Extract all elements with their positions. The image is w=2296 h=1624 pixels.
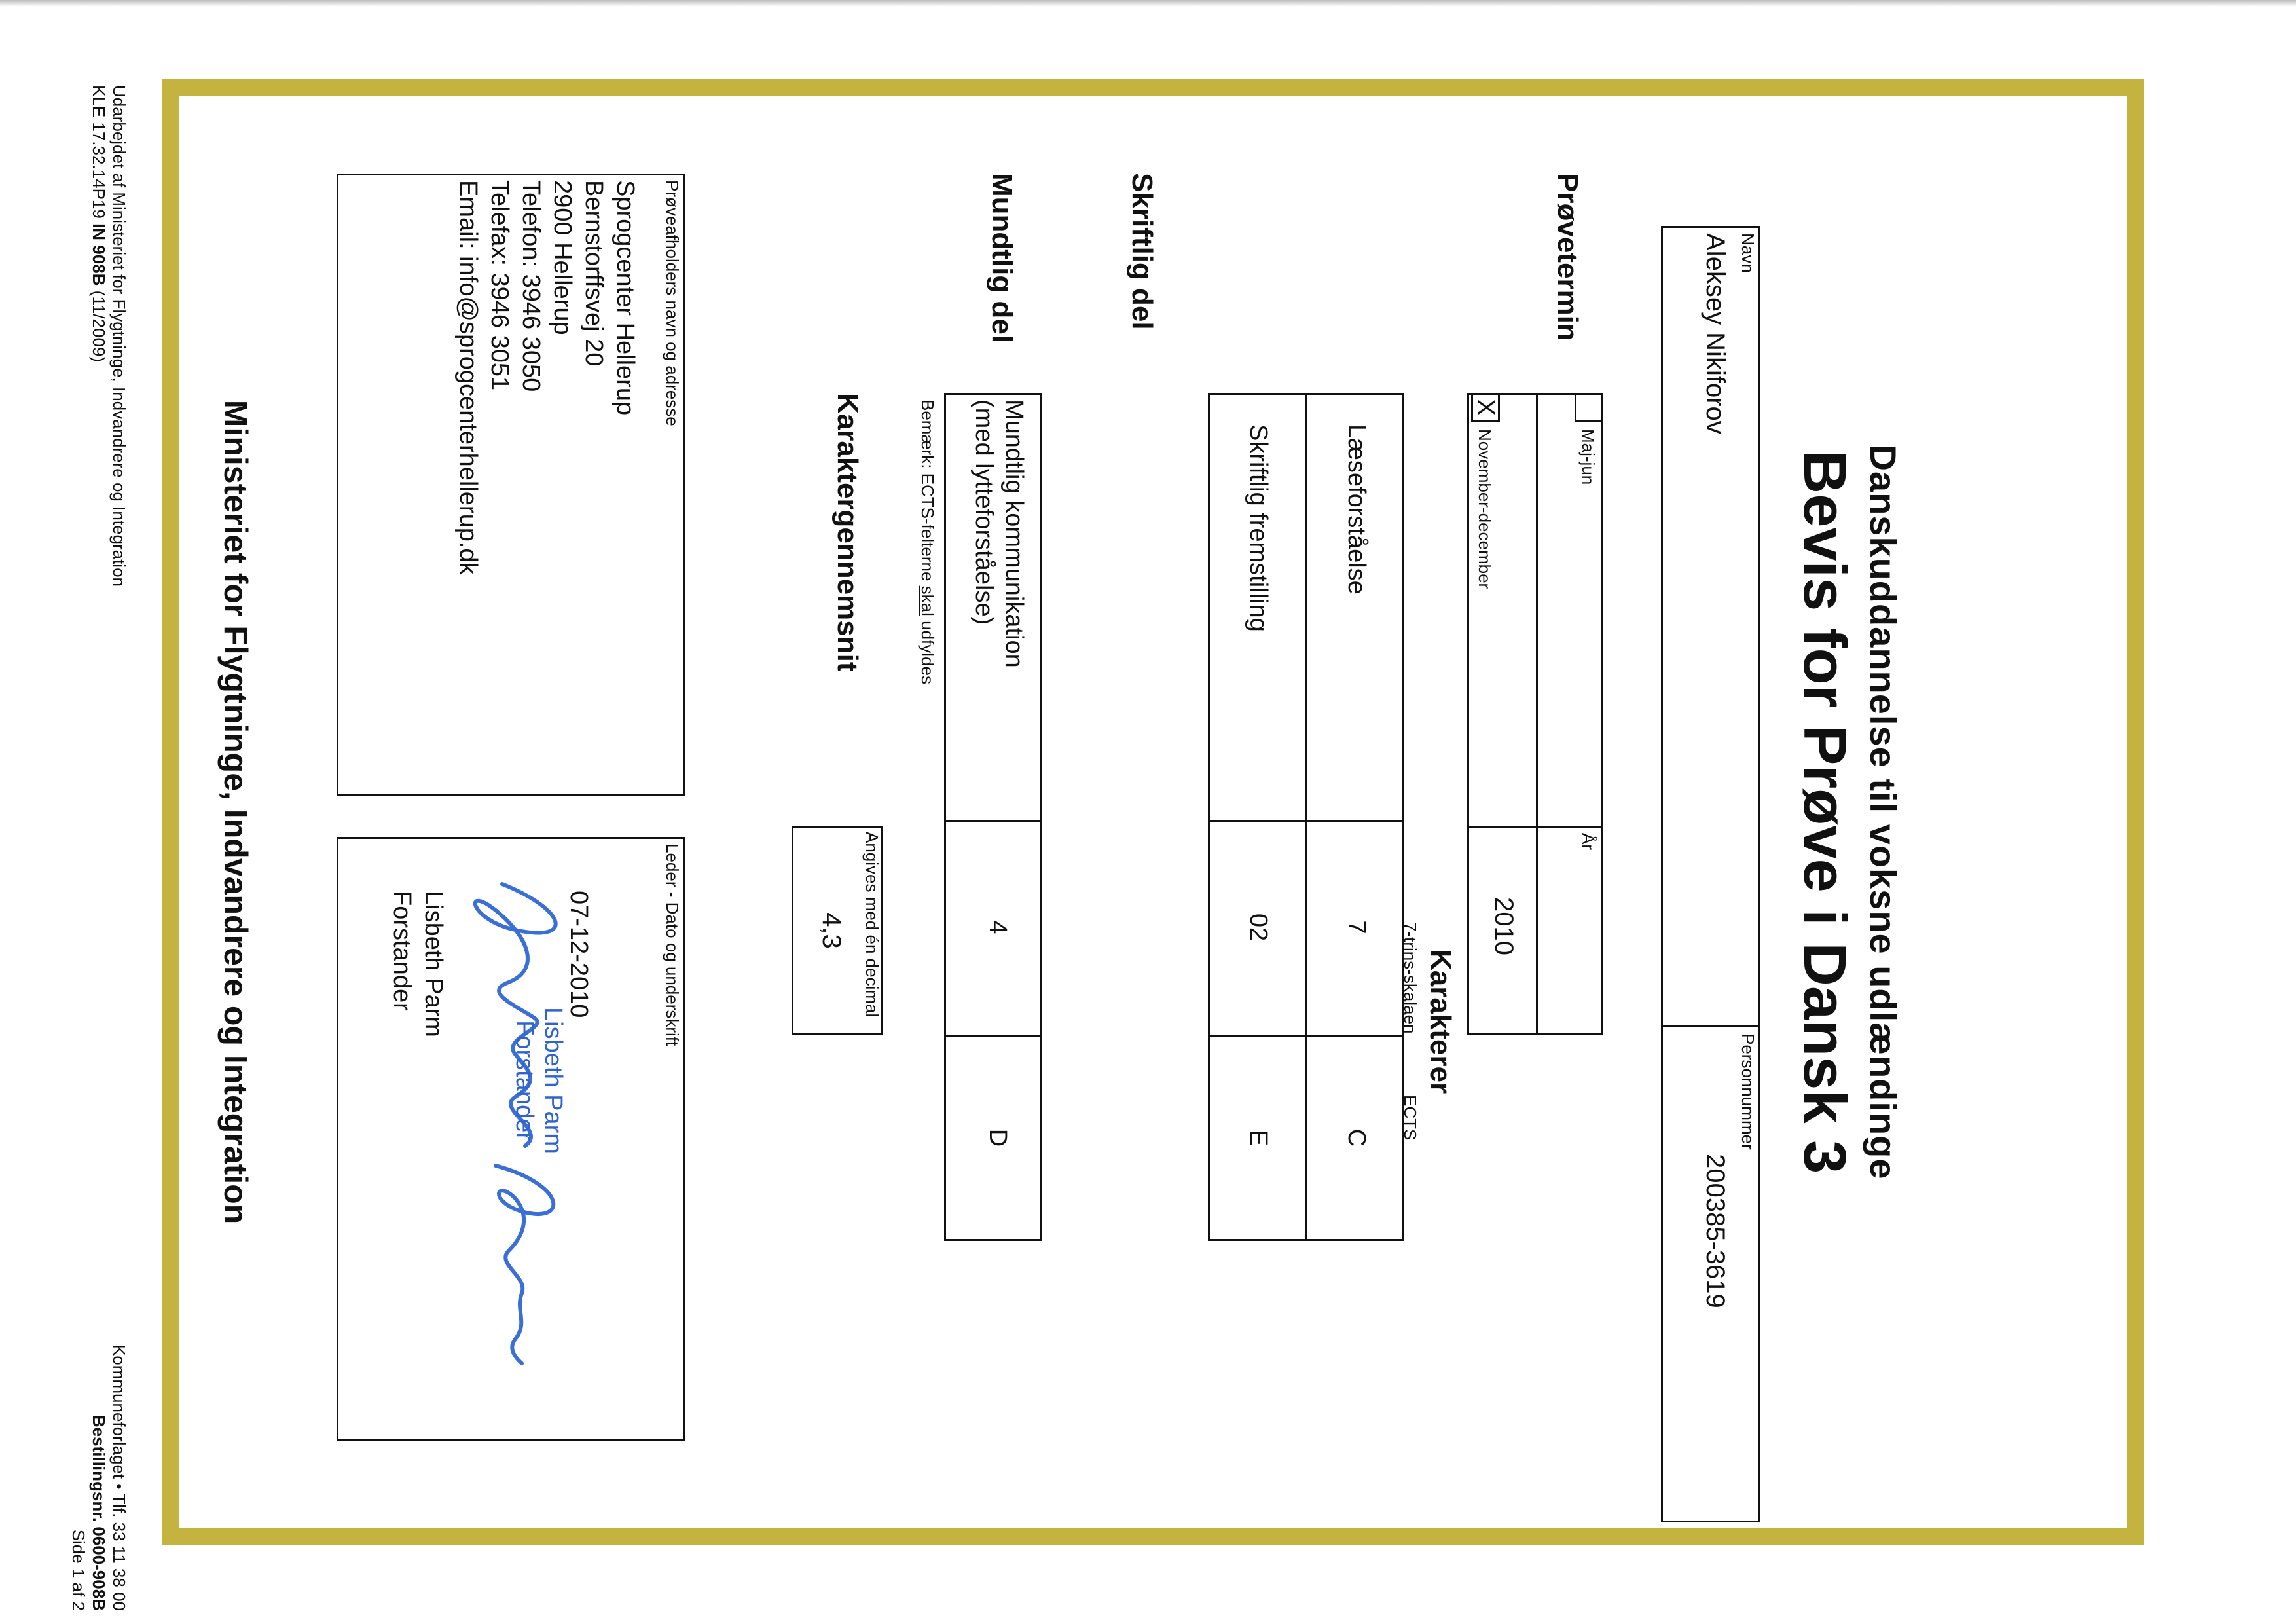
checkbox-maj-jun[interactable] — [1575, 393, 1603, 422]
term-label: Prøvetermin — [1552, 173, 1584, 341]
written-col-divider-1 — [1208, 820, 1404, 822]
provider-line: Sprogcenter Hellerup — [611, 180, 639, 416]
written-row-2-ects: E — [1245, 1129, 1272, 1147]
grades-scale-label: 7-trins-skalaen — [1400, 922, 1420, 1034]
certificate-subtitle: Danskuddannelse til voksne udlændinge — [1863, 444, 1904, 1180]
stamp-title: Forstander — [511, 1020, 538, 1141]
cpr-value: 200385-3619 — [1701, 1154, 1730, 1308]
footer-right-line1: Kommuneforlaget • Tlf. 33 11 38 00 — [109, 1344, 129, 1611]
written-row-1-name: Læseforståelse — [1343, 424, 1370, 595]
oral-row-grade: 4 — [984, 920, 1011, 934]
provider-line: 2900 Hellerup — [549, 180, 576, 335]
year-value: 2010 — [1489, 897, 1518, 955]
cpr-label: Personnummer — [1738, 1033, 1758, 1150]
provider-line: Telefon: 3946 3050 — [517, 180, 545, 392]
provider-label: Prøveafholders navn og adresse — [663, 180, 682, 426]
signer-title: Forstander — [388, 891, 416, 1011]
name-label: Navn — [1738, 233, 1758, 273]
oral-row-ects: D — [984, 1128, 1011, 1147]
ects-note: Bemærk: ECTS-felterne skal udfyldes — [918, 399, 938, 684]
written-row-2-name: Skriftlig fremstilling — [1245, 424, 1272, 632]
written-section-label: Skriftlig del — [1126, 173, 1158, 330]
grades-ects-label: ECTS — [1400, 1095, 1420, 1141]
average-label: Karaktergennemsnit — [831, 393, 864, 672]
signature-label: Leder - Dato og underskrift — [663, 843, 682, 1046]
term-box-row-divider — [1536, 393, 1538, 1035]
term-option-maj-jun: Maj-jun — [1578, 429, 1598, 485]
footer-right-line3: Side 1 af 2 — [69, 1529, 88, 1611]
signature-date: 07-12-2010 — [565, 891, 592, 1018]
average-value: 4,3 — [817, 912, 846, 949]
written-row-2-grade: 02 — [1245, 913, 1272, 942]
grades-title: Karakterer — [1425, 950, 1457, 1094]
provider-line: Email: info@sprogcenterhellerup.dk — [454, 180, 482, 575]
average-hint: Angives med én decimal — [862, 832, 882, 1018]
ministry-name: Ministeriet for Flygtninge, Indvandrere og Integration — [217, 399, 254, 1225]
term-option-november-december: November-december — [1475, 429, 1495, 589]
certificate-title: Bevis for Prøve i Dansk 3 — [1791, 450, 1858, 1174]
term-box-year-divider — [1467, 826, 1603, 828]
footer-right — [68, 956, 129, 1611]
footer-left-line2: KLE 17.32.14P19 IN 908B (11/2009) — [89, 85, 109, 363]
oral-row-name-line1: Mundtlig kommunikation — [1000, 399, 1028, 668]
footer-left — [88, 85, 129, 587]
name-value: Aleksey Nikiforov — [1701, 233, 1730, 434]
oral-row-name-line2: (med lytteforståelse) — [970, 399, 998, 625]
provider-line: Telefax: 3946 3051 — [486, 180, 513, 391]
stamp-name: Lisbeth Parm — [539, 1007, 567, 1154]
written-row-1-grade: 7 — [1343, 920, 1370, 934]
checkbox-november-december[interactable]: X — [1471, 393, 1500, 422]
written-col-divider-2 — [1208, 1035, 1404, 1037]
footer-left-line1: Udarbejdet af Ministeriet for Flygtninge, Indvandrere og Integration — [109, 85, 129, 587]
footer-right-line2: Bestillingsnr. 0600-908B — [89, 1414, 109, 1611]
signer-name: Lisbeth Parm — [420, 891, 447, 1037]
name-box-divider — [1661, 1025, 1760, 1027]
provider-line: Bernstorffsvej 20 — [580, 180, 608, 367]
written-row-1-ects: C — [1343, 1128, 1370, 1147]
written-row-divider — [1305, 393, 1307, 1241]
oral-section-label: Mundtlig del — [986, 173, 1018, 343]
provider-address — [452, 174, 641, 796]
year-label: År — [1578, 833, 1598, 850]
